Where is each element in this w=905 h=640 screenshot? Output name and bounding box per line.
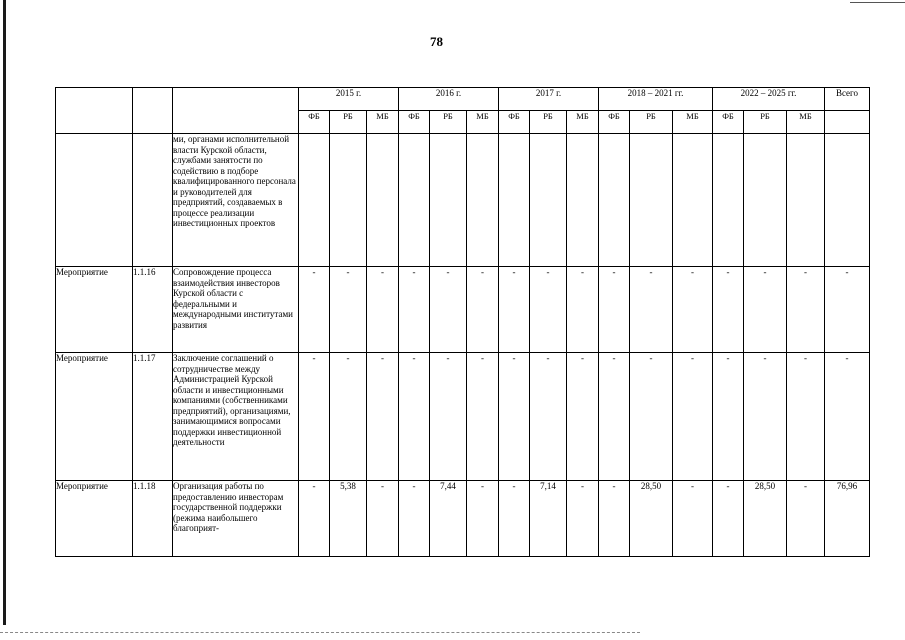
row-code: 1.1.18 [133, 481, 173, 557]
row-value [367, 134, 399, 267]
page-number: 78 [430, 34, 443, 49]
row-value: - [744, 267, 787, 353]
row-description: Организация работы по предоставлению инвесторам государственной поддержки (режима наибольшего благоприят- [173, 481, 299, 557]
row-description: ми, органами исполнительной власти Курской области, службами занятости по содействию в подборе квалифицированного персонала и руководителей для предприятий, создаваемых в процессе реализации инвестиционных проектов [173, 134, 299, 267]
row-value: - [630, 353, 673, 481]
row-value [599, 134, 630, 267]
header-source: РБ [430, 111, 467, 134]
row-value: - [599, 267, 630, 353]
row-value [673, 134, 713, 267]
row-type: Мероприятие [56, 353, 133, 481]
header-source: ФБ [499, 111, 530, 134]
header-source: ФБ [399, 111, 430, 134]
header-source: РБ [330, 111, 367, 134]
header-source: РБ [530, 111, 567, 134]
row-value [430, 134, 467, 267]
table-row [56, 481, 870, 557]
row-value: 28,50 [744, 481, 787, 557]
row-value: - [399, 481, 430, 557]
row-value [787, 134, 825, 267]
scan-bottom-edge [0, 632, 640, 633]
row-value: - [367, 267, 399, 353]
row-value: - [399, 267, 430, 353]
row-value: - [499, 481, 530, 557]
header-blank-type [56, 88, 133, 134]
row-value: 76,96 [825, 481, 870, 557]
row-value: - [599, 481, 630, 557]
row-value: - [299, 353, 330, 481]
row-value [467, 134, 499, 267]
header-source: ФБ [713, 111, 744, 134]
header-total-blank [825, 111, 870, 134]
row-value: - [467, 481, 499, 557]
row-value [499, 134, 530, 267]
header-source: ФБ [599, 111, 630, 134]
header-year: 2016 г. [399, 88, 499, 111]
header-blank-description [173, 88, 299, 134]
header-source: МБ [367, 111, 399, 134]
row-value: - [567, 353, 599, 481]
row-value [630, 134, 673, 267]
row-value: - [567, 481, 599, 557]
budget-table [55, 87, 870, 557]
row-value: - [567, 267, 599, 353]
header-blank-code [133, 88, 173, 134]
header-year: 2018 – 2021 гг. [599, 88, 713, 111]
row-value: - [787, 481, 825, 557]
row-value: - [673, 353, 713, 481]
row-value: - [499, 353, 530, 481]
row-value: - [467, 353, 499, 481]
row-value: - [787, 267, 825, 353]
scan-left-edge [3, 0, 6, 625]
header-source: РБ [744, 111, 787, 134]
row-value [567, 134, 599, 267]
row-value: - [744, 353, 787, 481]
row-type: Мероприятие [56, 267, 133, 353]
header-year: 2015 г. [299, 88, 399, 111]
row-value: - [787, 353, 825, 481]
scan-top-mark [850, 2, 905, 3]
row-value [744, 134, 787, 267]
row-code: 1.1.17 [133, 353, 173, 481]
row-value: - [430, 353, 467, 481]
row-value: - [630, 267, 673, 353]
row-value: 5,38 [330, 481, 367, 557]
row-value: - [713, 353, 744, 481]
header-source: МБ [467, 111, 499, 134]
row-value: - [673, 481, 713, 557]
row-value: - [673, 267, 713, 353]
header-source: МБ [787, 111, 825, 134]
row-description: Заключение соглашений о сотрудничестве между Администрацией Курской области и инвестиционными компаниями (собственниками предприятий), организациями, занимающимися вопросами поддержки инвестиционной деятельности [173, 353, 299, 481]
row-value: - [299, 481, 330, 557]
row-value: - [499, 267, 530, 353]
row-value: - [330, 267, 367, 353]
row-description: Сопровождение процесса взаимодействия инвесторов Курской области с федеральными и международными институтами развития [173, 267, 299, 353]
row-value: - [599, 353, 630, 481]
row-value [399, 134, 430, 267]
row-value: - [713, 481, 744, 557]
row-value: - [825, 353, 870, 481]
row-value: - [299, 267, 330, 353]
row-value: - [713, 267, 744, 353]
row-value [825, 134, 870, 267]
row-value: 7,14 [530, 481, 567, 557]
row-value [299, 134, 330, 267]
row-value: - [530, 267, 567, 353]
row-type: Мероприятие [56, 481, 133, 557]
header-source: РБ [630, 111, 673, 134]
row-code: 1.1.16 [133, 267, 173, 353]
table-row [56, 267, 870, 353]
table-row [56, 134, 870, 267]
table-row [56, 353, 870, 481]
row-code [133, 134, 173, 267]
row-value: - [399, 353, 430, 481]
row-value: - [367, 353, 399, 481]
row-value: - [367, 481, 399, 557]
row-value [713, 134, 744, 267]
header-year: 2022 – 2025 гг. [713, 88, 825, 111]
row-value: - [825, 267, 870, 353]
row-value: - [330, 353, 367, 481]
row-type [56, 134, 133, 267]
header-years-row [56, 88, 870, 111]
header-year: 2017 г. [499, 88, 599, 111]
header-source: МБ [567, 111, 599, 134]
header-total: Всего [825, 88, 870, 111]
header-source: МБ [673, 111, 713, 134]
row-value: - [467, 267, 499, 353]
row-value: - [530, 353, 567, 481]
row-value [530, 134, 567, 267]
header-source: ФБ [299, 111, 330, 134]
row-value: 28,50 [630, 481, 673, 557]
row-value [330, 134, 367, 267]
row-value: 7,44 [430, 481, 467, 557]
row-value: - [430, 267, 467, 353]
